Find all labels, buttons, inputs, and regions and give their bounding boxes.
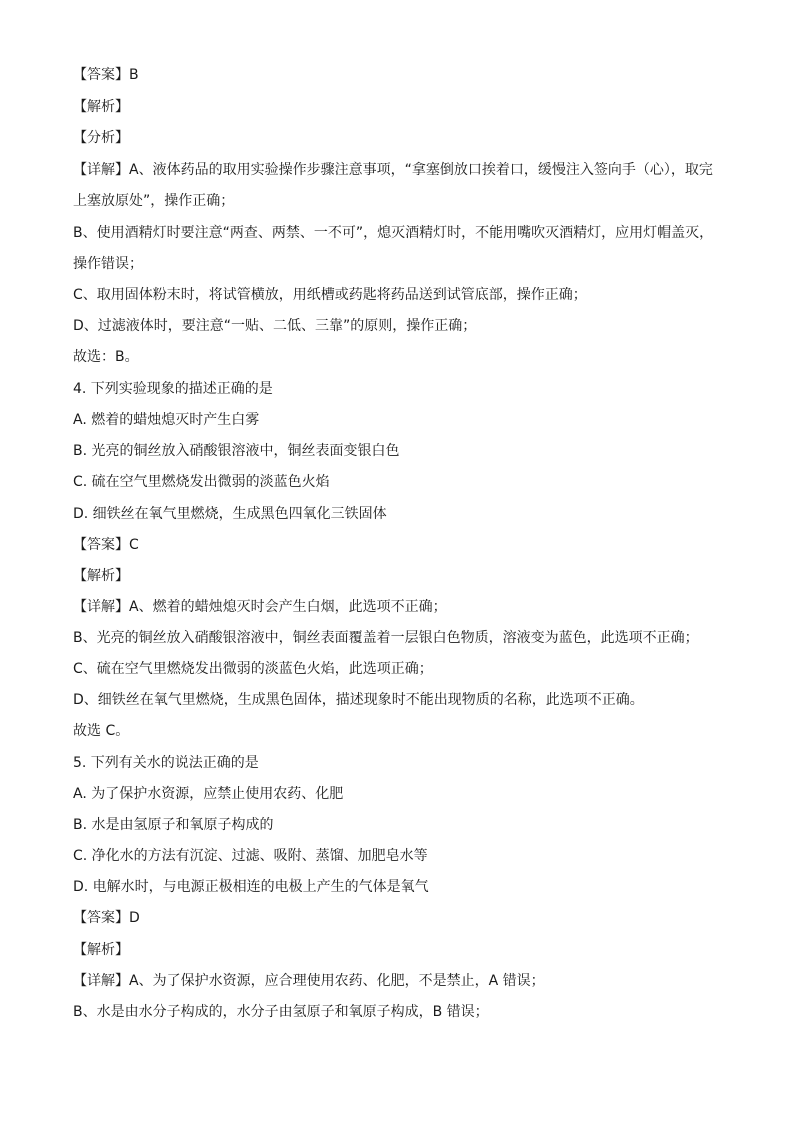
- q5-option-c: C. 净化水的方法有沉淀、过滤、吸附、蒸馏、加肥皂水等: [73, 848, 428, 864]
- q4-option-a: A. 燃着的蜡烛熄灭时产生白雾: [73, 412, 260, 428]
- q4-option-d: D. 细铁丝在氧气里燃烧，生成黑色四氧化三铁固体: [73, 506, 387, 522]
- q3-detail-b-line-1: B、使用酒精灯时要注意“两查、两禁、一不可”，熄灭酒精灯时，不能用嘴吹灭酒精灯，应用灯帽盖灭，: [73, 225, 714, 241]
- q4-detail-b: B、光亮的铜丝放入硝酸银溶液中，铜丝表面覆盖着一层银白色物质，溶液变为蓝色，此选项不正确；: [73, 630, 699, 646]
- q3-answer: 【答案】B: [73, 67, 139, 83]
- q5-option-d: D. 电解水时，与电源正极相连的电极上产生的气体是氧气: [73, 879, 429, 895]
- q5-option-b: B. 水是由氢原子和氧原子构成的: [73, 817, 274, 833]
- q4-answer: 【答案】C: [73, 537, 139, 553]
- q4-detail-c: C、硫在空气里燃烧发出微弱的淡蓝色火焰，此选项正确；: [73, 661, 433, 677]
- q4-detail-a: 【详解】A、燃着的蜡烛熄灭时会产生白烟，此选项不正确；: [73, 599, 447, 615]
- q4-question: 4. 下列实验现象的描述正确的是: [73, 381, 273, 397]
- q5-analysis-heading: 【解析】: [73, 942, 129, 958]
- q5-question: 5. 下列有关水的说法正确的是: [73, 755, 259, 771]
- q3-detail-line-2: 上塞放原处”，操作正确；: [73, 193, 235, 209]
- q3-detail-d: D、过滤液体时，要注意“一贴、二低、三靠”的原则，操作正确；: [73, 318, 477, 334]
- q3-analysis-heading: 【解析】: [73, 99, 129, 115]
- q5-answer: 【答案】D: [73, 910, 140, 926]
- q5-detail-b: B、水是由水分子构成的，水分子由氢原子和氧原子构成，B 错误；: [73, 1004, 489, 1020]
- q5-detail-a: 【详解】A、为了保护水资源，应合理使用农药、化肥，不是禁止，A 错误；: [73, 973, 545, 989]
- q5-option-a: A. 为了保护水资源，应禁止使用农药、化肥: [73, 786, 344, 802]
- q3-fenxi-heading: 【分析】: [73, 130, 129, 146]
- q4-detail-d: D、细铁丝在氧气里燃烧，生成黑色固体，描述现象时不能出现物质的名称，此选项不正确。: [73, 692, 644, 708]
- q4-conclusion: 故选 C。: [73, 723, 130, 739]
- q3-conclusion: 故选：B。: [73, 349, 139, 365]
- q4-analysis-heading: 【解析】: [73, 568, 129, 584]
- q3-detail-c: C、取用固体粉末时，将试管横放，用纸槽或药匙将药品送到试管底部，操作正确；: [73, 287, 587, 303]
- q3-detail-b-line-2: 操作错误；: [73, 256, 143, 272]
- q4-option-c: C. 硫在空气里燃烧发出微弱的淡蓝色火焰: [73, 474, 330, 490]
- q4-option-b: B. 光亮的铜丝放入硝酸银溶液中，铜丝表面变银白色: [73, 443, 400, 459]
- q3-detail-line-1: 【详解】A、液体药品的取用实验操作步骤注意事项，“拿塞倒放口挨着口，缓慢注入签向手（心），取完: [73, 162, 713, 178]
